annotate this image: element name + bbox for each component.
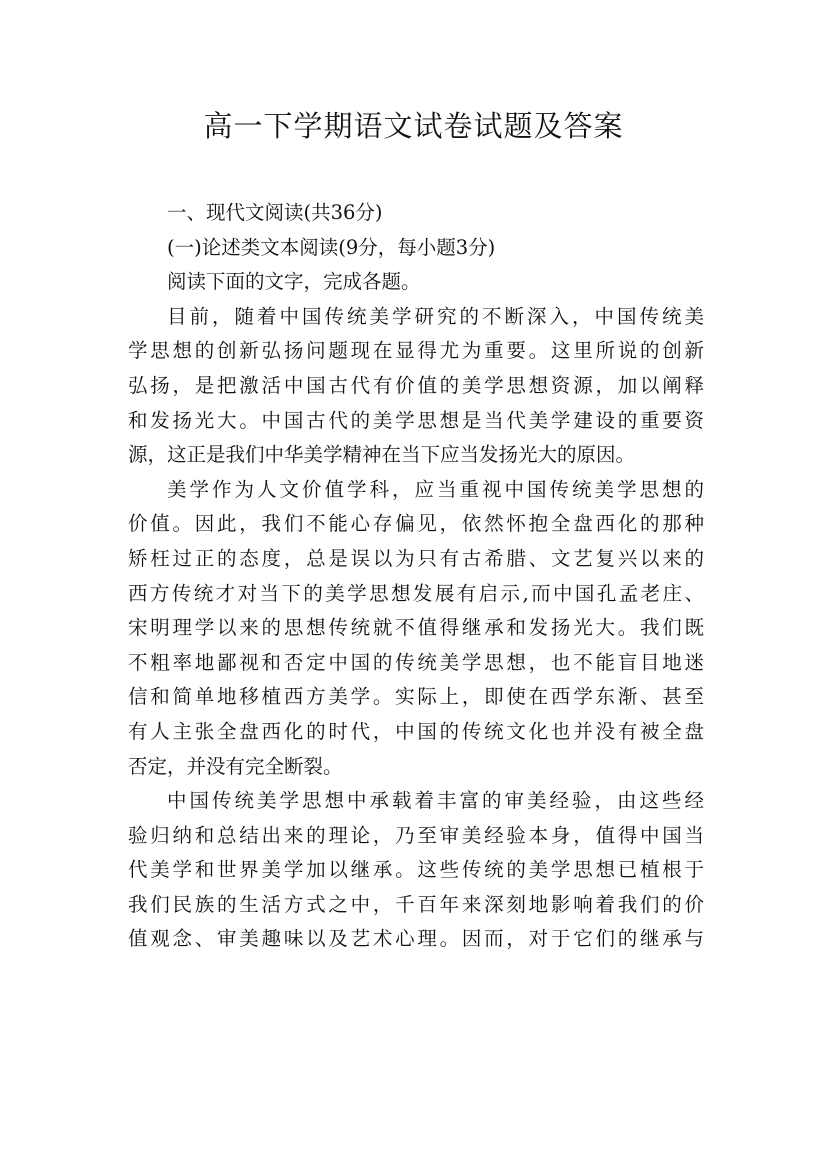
paragraph-2-line: 不粗率地鄙视和否定中国的传统美学思想，也不能盲目地迷 [128, 650, 704, 674]
paragraph-2-line: 价值。因此，我们不能心存偏见，依然怀抱全盘西化的那种 [128, 512, 704, 536]
paragraph-3-line: 我们民族的生活方式之中，千百年来深刻地影响着我们的价 [128, 892, 704, 916]
subsection-heading: (一)论述类文本阅读(9分，每小题3分) [167, 235, 496, 259]
paragraph-1-line: 和发扬光大。中国古代的美学思想是当代美学建设的重要资 [128, 408, 704, 432]
paragraph-2-line: 有人主张全盘西化的时代，中国的传统文化也并没有被全盘 [128, 719, 704, 743]
paragraph-3-line: 中国传统美学思想中承载着丰富的审美经验，由这些经 [167, 789, 704, 813]
paragraph-1-line: 源，这正是我们中华美学精神在当下应当发扬光大的原因。 [128, 443, 636, 467]
paragraph-3-line: 验归纳和总结出来的理论，乃至审美经验本身，值得中国当 [128, 823, 704, 847]
paragraph-2-line: 宋明理学以来的思想传统就不值得继承和发扬光大。我们既 [128, 616, 704, 640]
paragraph-1-line: 学思想的创新弘扬问题现在显得尤为重要。这里所说的创新 [128, 339, 704, 363]
document-title: 高一下学期语文试卷试题及答案 [203, 109, 624, 143]
paragraph-3-line: 值观念、审美趣味以及艺术心理。因而，对于它们的继承与 [128, 927, 704, 951]
paragraph-1-line: 目前，随着中国传统美学研究的不断深入，中国传统美 [167, 304, 704, 328]
paragraph-2-line: 信和简单地移植西方美学。实际上，即使在西学东渐、甚至 [128, 685, 704, 709]
paragraph-2-line: 否定，并没有完全断裂。 [128, 754, 343, 778]
paragraph-2-line: 西方传统才对当下的美学思想发展有启示,而中国孔孟老庄、 [128, 581, 704, 605]
paragraph-2-line: 美学作为人文价值学科，应当重视中国传统美学思想的 [167, 477, 704, 501]
paragraph-1-line: 弘扬，是把激活中国古代有价值的美学思想资源，加以阐释 [128, 373, 704, 397]
paragraph-2-line: 矫枉过正的态度，总是误以为只有古希腊、文艺复兴以来的 [128, 546, 704, 570]
section-heading: 一、现代文阅读(共36分) [167, 201, 383, 224]
document-body [128, 196, 704, 957]
instruction-text: 阅读下面的文字，完成各题。 [167, 270, 421, 294]
paragraph-3-line: 代美学和世界美学加以继承。这些传统的美学思想已植根于 [128, 858, 704, 882]
